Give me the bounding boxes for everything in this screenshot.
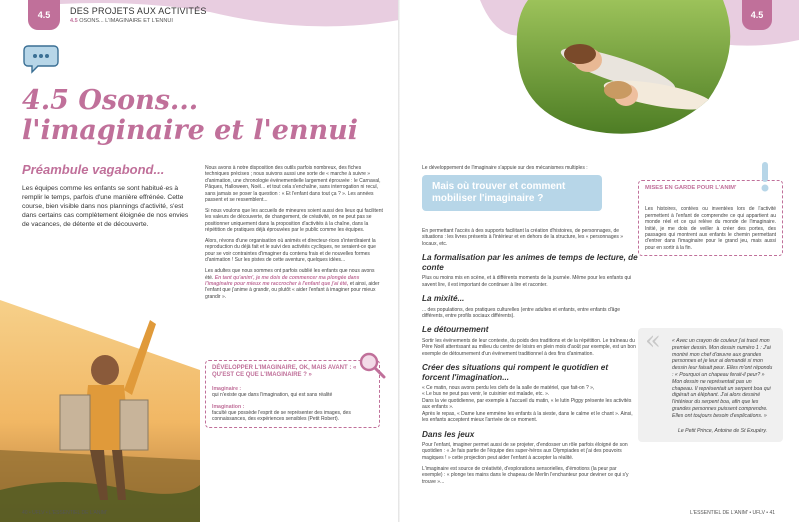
magnifier-icon [357,350,387,380]
subheading-formalisation: La formalisation par les animes de temps de lecture, de conte [422,253,638,272]
emphasis-text: En tant qu'anim', je me dois de commencer ma plongée dans l'imaginaire pour mieux me raccrocher à l'enfant que j'ai été, [205,274,360,287]
intro-text: Le développement de l'imaginaire s'appuie sur des mécanismes multiples : [422,165,588,171]
section-heading: Préambule vagabond... [22,162,165,177]
running-subhead-text: OSONS... L'IMAGINAIRE ET L'ENNUI [79,18,173,24]
warning-box-text: Les histoires, contées ou inventées lors de l'activité permettent à l'enfant de comprendre ce qui appartient au monde réel et ce qui relève du monde de l'imaginaire. Initié, je me dois de veiller à créer des portes, des passages qui montrent aux enfants le chemin permettant d'entrer dans l'imaginaire pour le grand jeu, mais aussi pour en sortir à la fin. [645,206,776,251]
page-title [22,86,382,146]
exclamation-icon [757,162,773,192]
left-page [0,0,399,522]
body-paragraph: Si nous voulons que les accueils de mineures soient aussi des lieux qui facilitent les valeurs de découverte, de changement, de créativité, on ne peut pas se positionner uniquement dans la proposition d'activités à la chaîne, dans la répétition de pratiques déjà éprouvées par le public comme les équipes. [205,207,383,234]
subheading-mixite: La mixité... [422,294,465,304]
body-paragraph: Nous avons à notre disposition des outils parfois nombreux, des fiches techniques précises ; nous suivons aussi une sorte de « marche à suivre » d'animation, une chronologie événementielle largement éprouvée : le Carnaval, Pâques, Halloween, Noël... et tout cela s'enchaîne, sans interrogation ni recul, sans jamais se poser la question : « Et l'enfant dans tout ça ? ». Les années passent et se ressemblent... [205,165,381,204]
body-line: « Ce matin, nous avons perdu les clefs de la salle de matériel, que fait-on ? », [422,385,595,392]
quote-source: Le Petit Prince, Antoine de St Exupéry. [677,427,768,434]
body-paragraph: En permettant l'accès à des supports facilitant la création d'histoires, de personnages, de situations : les livres présents à l'intérieur et en dehors de la structure, les « personnages » locaux, etc. [422,228,624,247]
subheading-creer-situations: Créer des situations qui rompent le quotidien et forcent l'imagination... [422,363,609,382]
chapter-tab: 4.5 [28,0,60,30]
running-head: DES PROJETS AUX ACTIVITÉS [70,6,207,16]
right-page [400,0,799,522]
definition-box [205,360,380,428]
children-grass-photo [508,0,738,140]
body-paragraph: Plus ou moins mis en scène, et à différents moments de la journée. Même pour les enfants qui savent lire, il est important de continuer à lire et raconter. [422,275,632,288]
callout-question: Mais où trouver et comment mobiliser l'imaginaire ? [422,175,602,211]
running-subhead [70,18,173,24]
term-imaginaire: Imaginaire : [212,385,242,392]
warning-box-title: MISES EN GARDE POUR L'ANIM' [645,185,737,191]
definition-imagination: faculté que possède l'esprit de se représenter des images, des connaissances, des expériences sensibles (Petit Robert). [212,410,351,423]
title-line-2: l'imaginaire et l'ennui [22,115,359,146]
body-line: « Le bus ne peut pas venir, le cuisinier est malade, etc. ». [422,391,550,398]
term-imagination: Imagination : [212,403,245,410]
chapter-tab: 4.5 [742,0,772,30]
subheading-detournement: Le détournement [422,325,489,335]
page-footer: 40 • UFLV • L'ESSENTIEL DE L'ANIM' [22,510,108,516]
body-paragraph: Alors, révons d'une organisation où animés et directeur·rices s'interdiraient la reproduction du déjà fait et le suivi des activités cycliques, ne seraient-ce que pour se voir contraintes d'imaginer du contenu frais et de nouvelles formes d'animation ! Sur les pistes de cette aventure, quelques idées... [205,238,376,264]
body-paragraph: ... des populations, des pratiques culturelles (entre adultes et enfants, entre enfants d'âge différents, entre profils sociaux différents). [422,306,621,319]
child-aviator-photo [0,300,200,522]
quote-text: « Avec un crayon de couleur j'ai tracé mon premier dessin. Mon dessin numéro 1 : J'ai montré mon chef d'œuvre aux grandes personnes et je leur ai demandé si mon dessin leur faisait peur. Elles m'ont répondu : « Pourquoi un chapeau ferait-il peur? » Mon dessin ne représentait pas un chapeau. Il représentait un serpent boa qui digérait un éléphant. J'ai alors dessiné l'intérieur du serpent boa, afin que les grandes personnes puissent comprendre. Elles ont toujours besoin d'explications. » [672,338,773,419]
definition-box-title: DÉVELOPPER L'IMAGINAIRE, OK, MAIS AVANT : « QU'EST CE QUE L'IMAGINAIRE ? » [212,365,357,379]
title-line-1: 4.5 Osons... [22,85,199,116]
lead-paragraph: Les équipes comme les enfants se sont habitué·es à remplir le temps, parfois d'une manière effrénée. Cette course, bien visible dans nos plannings d'activité, s'est dans certains cas complètement éloignée de nos envies de vacances, de détente et de découverte. [22,185,189,228]
speech-bubble-icon [22,42,60,74]
body-paragraph-with-emphasis: Les adultes que nous sommes ont parfois oublié les enfants que nous avons été. En tant qu'anim', je me dois de commencer ma plongée dans l'imaginaire pour mieux me raccrocher à l'enfant que j'ai été, et ainsi, aider l'enfant que j'anime à grandir, ou plutôt « aider l'enfant à imaginer pour mieux grandir ». [205,268,380,300]
body-paragraph: Pour l'enfant, imaginer permet aussi de se projeter, d'endosser un rôle parfois éloigné de son quotidien : « Je fais partie de l'équipe des super-héros aux Olympiades et j'ai des pouvoirs magiques ! » cette projection peut aider l'enfant à accepter la réalité. [422,442,628,461]
page-footer: L'ESSENTIEL DE L'ANIM' • UFLV • 41 [690,510,776,516]
body-column [205,165,383,305]
body-line: Dans la vie quotidienne, par exemple à l'accueil du matin, « le lutin Piggy présente les activités aux enfants ». [422,397,632,411]
main-column [422,228,638,489]
subheading-jeux: Dans les jeux [422,429,475,439]
quote-mark-icon: « [645,326,661,356]
body-paragraph: Sortir les événements de leur contexte, du poids des traditions et de la répétition. Le traîneau du Père Noël atterrissant au milieu du centre de loisirs en plein mois d'août par exemple, est un bon exemple de détournement d'un événement traditionnel à des fins d'animation. [422,337,636,357]
body-paragraph: L'imaginaire est source de créativité, d'explorations sensorielles, d'émotions (la peur par exemple) : « plonge tes mains dans le chapeau de Merlin l'enchanteur pour deviner ce qui s'y trouve »... [422,465,629,485]
definition-imaginaire: qui n'existe que dans l'imagination, qui est sans réalité [212,392,333,399]
running-subhead-number: 4.5 [70,18,78,24]
body-paragraph: Après le repas, « Dame lune emmène les enfants à la sieste, dans le calme et le chant ». Ainsi, les enfants acceptent mieux l'arrivée de ce moment. [422,410,633,424]
